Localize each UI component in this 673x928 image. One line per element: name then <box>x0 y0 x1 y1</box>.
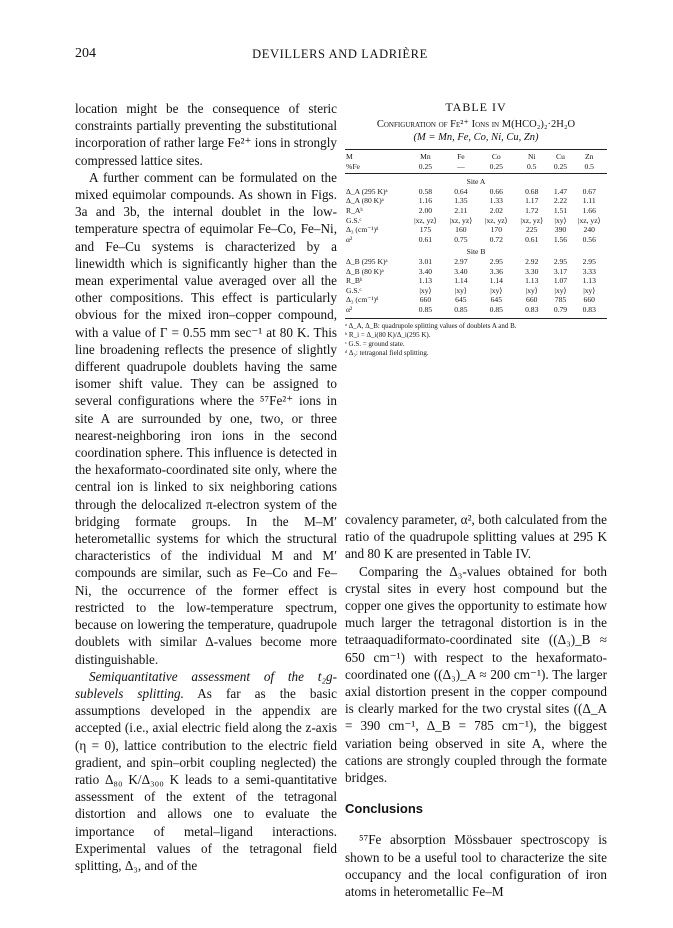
table-cell: 225 <box>526 225 538 235</box>
table-cell: Mn <box>408 150 443 162</box>
running-head: DEVILLERS AND LADRIÈRE <box>252 47 428 61</box>
table-cell: |xy⟩ <box>490 285 503 295</box>
table-cell: 0.75 <box>454 234 468 244</box>
row-label: M <box>345 150 408 162</box>
table-cell: 1.47 <box>553 186 568 196</box>
table-cell: 1.66 <box>582 205 596 215</box>
table-cell: 240 <box>583 225 595 235</box>
table-cell: 0.85 <box>408 305 443 318</box>
table-cell: |xy⟩ <box>583 285 596 295</box>
table-cell: 0.79 <box>549 305 571 318</box>
table-cell: 785 <box>554 295 567 305</box>
table-cell: 3.40 <box>418 266 433 276</box>
table-cell: 3.36 <box>489 266 503 276</box>
table-caption: Configuration of Fe²⁺ Ions in M(HCO₂)₂·2H₂O <box>376 119 576 130</box>
footnote: ᵈ Δ₃: tetragonal field splitting. <box>345 348 429 357</box>
table-title: TABLE IV <box>445 100 507 114</box>
table-cell: 0.25 <box>408 162 443 174</box>
table-row <box>345 196 607 206</box>
table-row <box>345 267 607 277</box>
table-cell: 660 <box>526 295 538 305</box>
table-cell: 1.13 <box>582 276 596 286</box>
paragraph: covalency parameter, α², both calculated from the ratio of the quadrupole splitting values at 295 K and 80 K are presented in Table IV. <box>345 512 607 562</box>
table-cell: 0.64 <box>454 186 468 196</box>
footnote: ᵃ Δ_A, Δ_B: quadrupole splitting values of doublets A and B. <box>345 321 517 330</box>
table-cell: 0.66 <box>489 186 503 196</box>
row-label: Δ₃ (cm⁻¹)ᵈ <box>346 225 379 235</box>
table-row <box>345 162 607 174</box>
table-cell: 2.02 <box>489 205 503 215</box>
table-cell: 0.83 <box>514 305 549 318</box>
table-cell: |xy⟩ <box>554 285 567 295</box>
table-row <box>345 286 607 296</box>
table-row <box>345 257 607 267</box>
table-cell: 170 <box>490 225 502 235</box>
page-number: 204 <box>75 46 96 61</box>
table-cell: Fe <box>443 150 478 162</box>
table-row <box>345 276 607 286</box>
paragraph-text: As far as the basic assumptions developed in the appendix are accepted (i.e., axial electric field along the z-axis (η = 0), lattice contribution to the electric field gradient, and spin–orbit coupling neglected) the ratio Δ₈₀ K/Δ₃₀₀ K leads to a semi-quantitative assessment of the extent of the tetragonal distortion and allows one to evaluate the importance of metal–ligand interactions. Experimental values of the tetragonal field splitting, Δ₃, and of the <box>75 685 337 873</box>
paragraph-lead-italic: Semiquantitative assessment of the t₂g-sublevels splitting. <box>75 668 337 701</box>
table-cell: 0.72 <box>489 234 503 244</box>
table-footnotes <box>345 322 607 358</box>
table-cell: 1.14 <box>489 276 503 286</box>
table-cell: 3.01 <box>418 256 433 266</box>
table-cell: 2.97 <box>454 256 468 266</box>
table-row <box>345 216 607 226</box>
table-cell: 3.30 <box>525 266 539 276</box>
table-cell: 2.00 <box>418 205 433 215</box>
table-cell: |xz, yz⟩ <box>449 215 473 225</box>
right-column <box>345 511 607 900</box>
table-cell: 0.56 <box>582 234 596 244</box>
table-cell: 0.25 <box>549 162 571 174</box>
table-cell: 160 <box>455 225 467 235</box>
row-label: Δ_B (295 K)ᵃ <box>346 256 388 266</box>
table-cell: 1.11 <box>582 196 596 206</box>
table-cell: 3.33 <box>582 266 596 276</box>
table-cell: 2.95 <box>489 256 503 266</box>
table-row <box>345 187 607 197</box>
table-cell: 1.16 <box>418 196 433 206</box>
row-label: G.S.ᶜ <box>346 215 362 225</box>
table-iv <box>345 100 607 358</box>
table-cell: 0.85 <box>479 305 514 318</box>
table-cell: 0.58 <box>418 186 433 196</box>
paragraph <box>75 668 337 874</box>
table-row <box>345 295 607 305</box>
table-cell: 0.61 <box>525 234 539 244</box>
table-cell: Ni <box>514 150 549 162</box>
table-cell: — <box>443 162 478 174</box>
table-row <box>345 206 607 216</box>
table-cell: 0.68 <box>525 186 539 196</box>
table-cell: 0.5 <box>571 162 607 174</box>
row-label: Δ_A (80 K)ᵃ <box>346 196 384 206</box>
table-cell: |xy⟩ <box>419 285 432 295</box>
table-cell: |xy⟩ <box>454 285 467 295</box>
table-cell: 660 <box>583 295 595 305</box>
table-cell: |xz, yz⟩ <box>484 215 508 225</box>
row-label: Δ₃ (cm⁻¹)ᵈ <box>346 295 379 305</box>
table-cell: |xy⟩ <box>525 285 538 295</box>
table-cell: 2.22 <box>553 196 568 206</box>
page-header <box>75 46 605 66</box>
table-cell: 1.07 <box>553 276 568 286</box>
table-cell: 0.83 <box>571 305 607 318</box>
table-cell: 2.95 <box>553 256 568 266</box>
row-label: R_Bᵇ <box>346 276 363 286</box>
row-label: α² <box>346 234 353 244</box>
site-label-row <box>345 174 607 187</box>
table-cell: 2.11 <box>454 205 468 215</box>
table-cell: Cu <box>549 150 571 162</box>
table-cell: 1.72 <box>525 205 539 215</box>
site-label: Site B <box>466 247 486 257</box>
table-caption-sub: (M = Mn, Fe, Co, Ni, Cu, Zn) <box>413 132 539 143</box>
paragraph: location might be the consequence of steric constraints partially preventing the substitutional incorporation of rather large Fe²⁺ ions in strongly compressed lattice sites. <box>75 101 337 168</box>
table-cell: 175 <box>419 225 432 235</box>
table-cell: 0.85 <box>443 305 478 318</box>
table-cell: |xz, yz⟩ <box>414 215 437 225</box>
paragraph: ⁵⁷Fe absorption Mössbauer spectroscopy is shown to be a useful tool to characterize the site occupancy and the local configuration of iron atoms in heterometallic Fe–M <box>345 832 607 900</box>
table-cell: Zn <box>571 150 607 162</box>
row-label: G.S.ᶜ <box>346 285 362 295</box>
left-column <box>75 100 337 874</box>
table-cell: 1.13 <box>525 276 539 286</box>
table-cell: 0.5 <box>514 162 549 174</box>
table-cell: |xy⟩ <box>554 215 567 225</box>
table-row <box>345 150 607 162</box>
table-cell: 3.17 <box>553 266 568 276</box>
table-cell: 645 <box>490 295 502 305</box>
table-cell: 2.92 <box>525 256 539 266</box>
site-label-row <box>345 244 607 257</box>
table-cell: 2.95 <box>582 256 596 266</box>
table-cell: 3.40 <box>454 266 468 276</box>
table-cell: 1.56 <box>553 234 568 244</box>
paragraph: A further comment can be formulated on the mixed equimolar compounds. As shown in Figs. 3a and 3b, the internal doublet in the low-temperature spectra of equimolar Fe–Co, Fe–Ni, and Fe–Cu systems is characterized by a linewidth which is significantly higher than the mean experimental value averaged over all the other compositions. This effect is particularly obvious for the mixed iron–copper compound, with a value of Γ = 0.55 mm sec⁻¹ at 80 K. This line broadening reflects the presence of slightly different quadrupole doublets having the same isomer shift value. They can be assigned to several configurations where the ⁵⁷Fe²⁺ ions in site A are surrounded by one, two, or three nearest-neighboring iron ions in the second coordination sphere. This influence is detected in the hexaformato-coordinated site only, where the central ion is linked to six neighboring cations through the delocalized π-electron system of the bridging formate groups. In the M–M′ heterometallic systems for which the structural characteristics of the individual M and M′ compounds are similar, such as Fe–Co and Fe–Ni, the occurrence of the former effect is restricted to the low-temperature spectrum, because on lowering the temperature, quadrupole doublets with similar Δ-values become more distinguishable. <box>75 169 337 667</box>
table-cell: 390 <box>554 225 567 235</box>
table-cell: 1.17 <box>525 196 539 206</box>
table-cell: |xz, yz⟩ <box>520 215 544 225</box>
table-cell: 0.25 <box>479 162 514 174</box>
table-cell: 1.14 <box>454 276 468 286</box>
table-cell: Co <box>479 150 514 162</box>
site-label: Site A <box>466 177 486 187</box>
table-cell: 1.35 <box>454 196 468 206</box>
footnote: ᶜ G.S. = ground state. <box>345 339 405 348</box>
section-heading: Conclusions <box>345 801 424 817</box>
table-cell: 1.13 <box>418 276 433 286</box>
row-label: %Fe <box>345 162 408 174</box>
row-label: Δ_B (80 K)ᵃ <box>346 266 384 276</box>
paragraph: Comparing the Δ₃-values obtained for both crystal sites in every host compound but the copper one gives the opportunity to estimate how much larger the tetragonal distortion is in the tetraaquadiformato-coordinated site ((Δ₃)_B ≈ 650 cm⁻¹) with respect to the hexaformato-coordinated one ((Δ₃)_A ≈ 200 cm⁻¹). The larger axial distortion present in the copper compound is clearly marked for the two crystal sites ((Δ_A = 390 cm⁻¹, Δ_B = 785 cm⁻¹), the biggest variation being observed in site A, where the cations are strongly coupled through the formate bridges. <box>345 563 607 786</box>
table-cell: 645 <box>455 295 467 305</box>
table-cell: |xz, yz⟩ <box>577 215 601 225</box>
table-row <box>345 235 607 245</box>
row-label: Δ_A (295 K)ᵃ <box>346 186 388 196</box>
table-row <box>345 225 607 235</box>
data-table <box>345 149 607 319</box>
table-cell: 1.33 <box>489 196 503 206</box>
table-cell: 660 <box>419 295 432 305</box>
row-label: R_Aᵇ <box>346 205 363 215</box>
table-cell: 1.51 <box>553 205 568 215</box>
table-cell: 0.61 <box>418 234 433 244</box>
table-cell: 0.67 <box>582 186 596 196</box>
footnote: ᵇ R_i = Δ_i(80 K)/Δ_i(295 K). <box>345 330 431 339</box>
table-row <box>345 305 607 318</box>
row-label: α² <box>345 305 408 318</box>
